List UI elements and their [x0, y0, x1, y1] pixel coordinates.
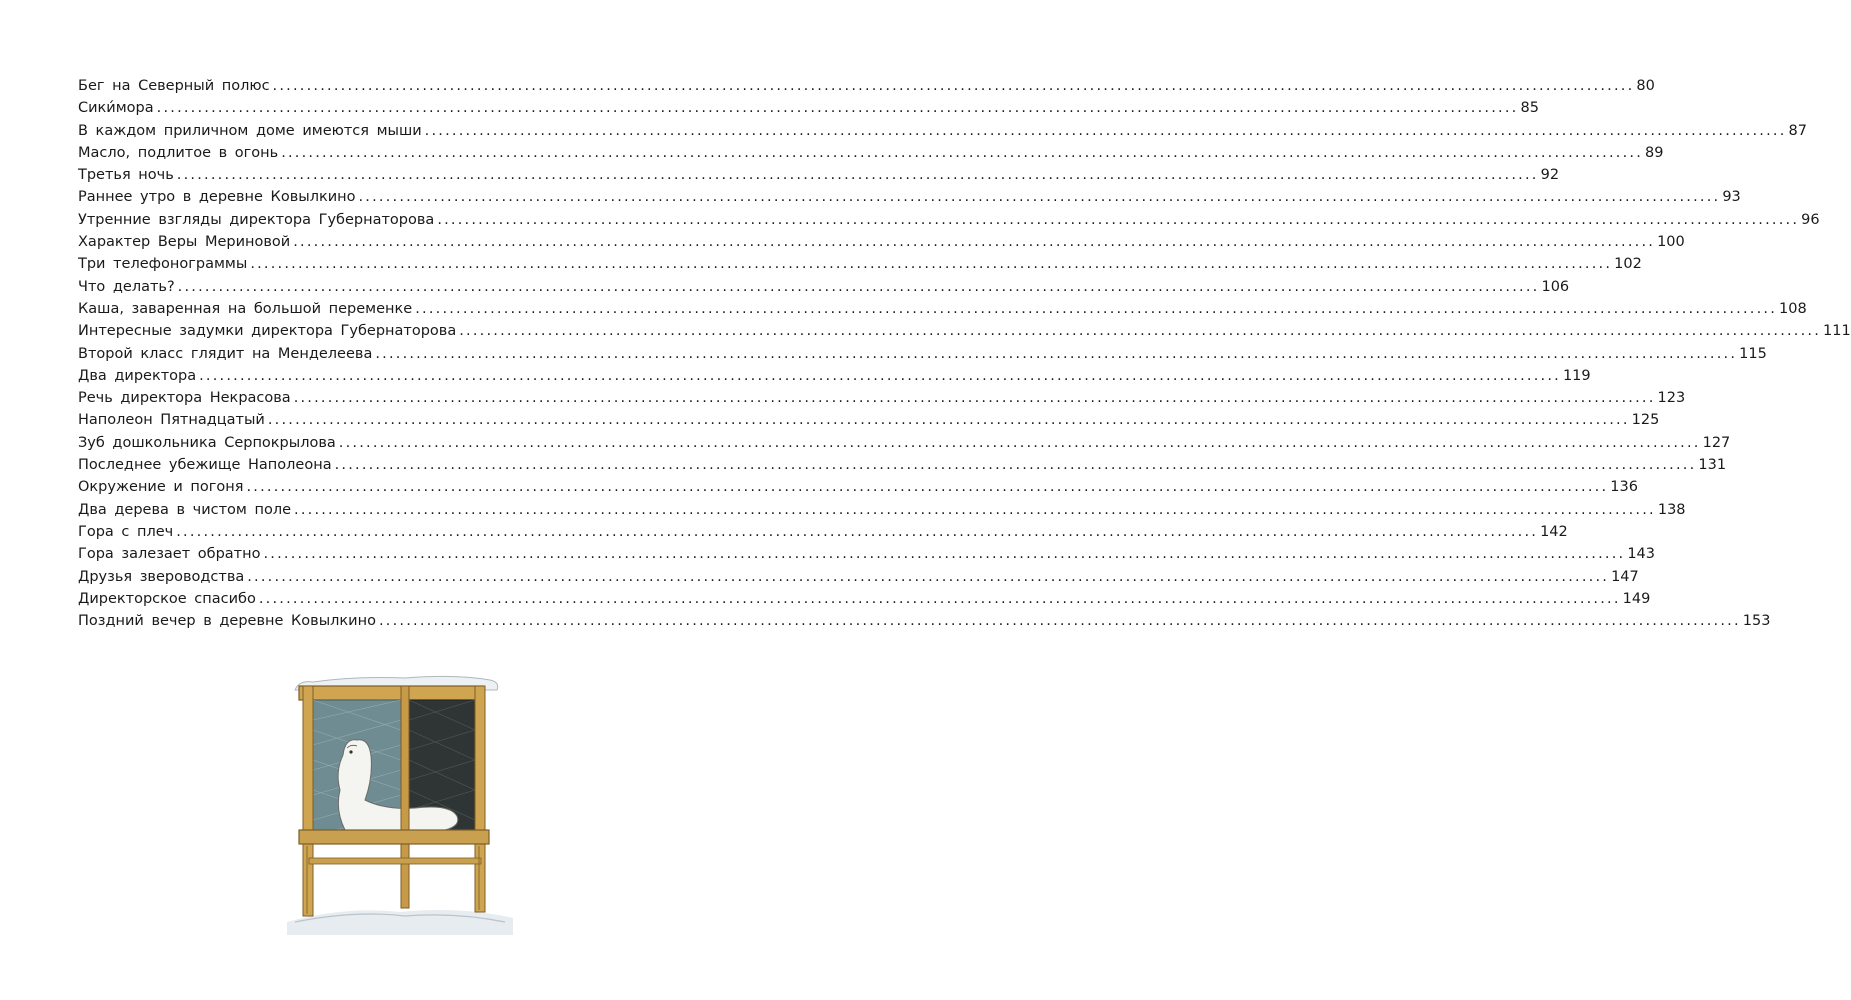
- cage-top-beam: [299, 686, 483, 700]
- toc-leader-dots: ........................................................................................................................................................................................................: [375, 345, 1738, 362]
- toc-entry-page: 80: [1636, 78, 1655, 94]
- toc-entry: [78, 120, 1807, 142]
- toc-entry-title: Последнее убежище Наполеона: [78, 457, 332, 474]
- toc-entry: [78, 231, 1685, 253]
- toc-entry: [78, 365, 1591, 387]
- toc-entry-title: Второй класс глядит на Менделеева: [78, 345, 373, 362]
- toc-entry-title: Бег на Северный полюс: [78, 78, 270, 94]
- toc-leader-dots: ........................................................................................................................................................................................................: [358, 189, 1721, 206]
- toc-entry-title: Раннее утро в деревне Ковылкино: [78, 189, 356, 206]
- toc-entry-page: 147: [1611, 568, 1639, 585]
- cage-right-post: [475, 686, 485, 912]
- toc-entry-title: Характер Веры Мериновой: [78, 234, 291, 251]
- toc-leader-dots: ........................................................................................................................................................................................................: [258, 590, 1621, 607]
- toc-entry: [78, 610, 1771, 632]
- toc-entry-page: 136: [1610, 479, 1638, 496]
- toc-entry-page: 85: [1520, 100, 1539, 117]
- toc-entry: [78, 276, 1570, 298]
- toc-leader-dots: ........................................................................................................................................................................................................: [156, 100, 1519, 117]
- toc-entry-page: 123: [1657, 390, 1686, 407]
- toc-entry-page: 153: [1742, 613, 1771, 630]
- toc-leader-dots: ........................................................................................................................................................................................................: [272, 78, 1635, 94]
- toc-entry: [78, 75, 1655, 97]
- toc-entry-title: Окружение и погоня: [78, 479, 244, 496]
- toc-entry-page: 96: [1801, 211, 1820, 228]
- toc-entry: [78, 566, 1639, 588]
- toc-leader-dots: ........................................................................................................................................................................................................: [437, 211, 1800, 228]
- toc-entry-title: Поздний вечер в деревне Ковылкино: [78, 613, 376, 630]
- toc-entry-page: 131: [1698, 457, 1727, 474]
- toc-entry-title: Зуб дошкольника Серпокрылова: [78, 434, 336, 451]
- toc-leader-dots: ........................................................................................................................................................................................................: [176, 167, 1539, 184]
- toc-entry-page: 138: [1657, 501, 1686, 518]
- toc-entry: [78, 253, 1642, 275]
- toc-entry-page: 87: [1788, 122, 1807, 139]
- toc-entry-title: Два дерева в чистом поле: [78, 501, 292, 518]
- toc-entry-title: Гора с плеч: [78, 523, 174, 540]
- toc-entry: [78, 409, 1660, 431]
- toc-entry: [78, 432, 1731, 454]
- toc-leader-dots: ........................................................................................................................................................................................................: [293, 234, 1656, 251]
- toc-entry-page: 89: [1645, 144, 1664, 161]
- toc-entry-title: Три телефонограммы: [78, 256, 248, 273]
- toc-leader-dots: ........................................................................................................................................................................................................: [378, 613, 1741, 630]
- toc-entry: [78, 343, 1767, 365]
- toc-leader-dots: ........................................................................................................................................................................................................: [281, 144, 1644, 161]
- toc-entry-title: В каждом приличном доме имеются мыши: [78, 122, 422, 139]
- toc-entry-title: Директорское спасибо: [78, 590, 256, 607]
- toc-entry-page: 125: [1631, 412, 1660, 429]
- toc-entry: [78, 209, 1820, 231]
- toc-entry: [78, 476, 1638, 498]
- toc-entry-title: Два директора: [78, 367, 197, 384]
- toc-entry: [78, 97, 1539, 119]
- toc-entry-page: 102: [1614, 256, 1642, 273]
- toc-leader-dots: ........................................................................................................................................................................................................: [338, 434, 1701, 451]
- toc-entry-title: Масло, подлитое в огонь: [78, 144, 279, 161]
- toc-entry: [78, 543, 1655, 565]
- toc-leader-dots: ........................................................................................................................................................................................................: [199, 367, 1561, 384]
- toc-entry: [78, 320, 1851, 342]
- toc-entry-title: Наполеон Пятнадцатый: [78, 412, 265, 429]
- toc-entry-page: 92: [1540, 167, 1560, 184]
- toc-leader-dots: ........................................................................................................................................................................................................: [177, 278, 1540, 295]
- toc-entry-page: 142: [1540, 523, 1568, 540]
- table-of-contents: [78, 75, 1851, 632]
- toc-entry-title: Друзья звероводства: [78, 568, 245, 585]
- toc-entry: [78, 186, 1741, 208]
- cage-center-post: [401, 686, 409, 908]
- toc-leader-dots: ........................................................................................................................................................................................................: [415, 300, 1778, 317]
- toc-entry-page: 115: [1739, 345, 1767, 362]
- toc-entry-title: Интересные задумки директора Губернаторова: [78, 323, 457, 340]
- toc-entry-title: Что делать?: [78, 278, 175, 295]
- toc-leader-dots: ........................................................................................................................................................................................................: [459, 323, 1822, 340]
- toc-entry-title: Сики́мора: [78, 100, 154, 117]
- toc-entry: [78, 588, 1651, 610]
- toc-leader-dots: ........................................................................................................................................................................................................: [293, 390, 1656, 407]
- toc-entry-page: 93: [1722, 189, 1741, 206]
- cage-left-post: [303, 686, 313, 916]
- toc-leader-dots: ........................................................................................................................................................................................................: [247, 568, 1610, 585]
- toc-leader-dots: ........................................................................................................................................................................................................: [294, 501, 1656, 518]
- toc-entry: [78, 164, 1560, 186]
- toc-entry-title: Каша, заваренная на большой переменке: [78, 300, 413, 317]
- toc-entry: [78, 521, 1568, 543]
- toc-entry: [78, 387, 1686, 409]
- toc-entry-page: 108: [1779, 300, 1807, 317]
- toc-entry-page: 143: [1627, 546, 1655, 563]
- toc-leader-dots: ........................................................................................................................................................................................................: [267, 412, 1630, 429]
- toc-entry-title: Речь директора Некрасова: [78, 390, 291, 407]
- snow-ground: [287, 910, 513, 935]
- toc-leader-dots: ........................................................................................................................................................................................................: [250, 256, 1613, 273]
- toc-leader-dots: ........................................................................................................................................................................................................: [263, 546, 1626, 563]
- toc-entry-page: 127: [1702, 434, 1731, 451]
- toc-leader-dots: ........................................................................................................................................................................................................: [334, 457, 1697, 474]
- toc-leader-dots: ........................................................................................................................................................................................................: [424, 122, 1787, 139]
- toc-entry: [78, 454, 1727, 476]
- toc-leader-dots: ........................................................................................................................................................................................................: [176, 523, 1539, 540]
- toc-entry-page: 149: [1622, 590, 1651, 607]
- toc-entry-page: 106: [1541, 278, 1570, 295]
- toc-entry-page: 119: [1562, 367, 1591, 384]
- cage-illustration: [285, 660, 515, 935]
- cage-bottom-beam: [299, 830, 489, 844]
- toc-entry-title: Утренние взгляды директора Губернаторова: [78, 211, 435, 228]
- toc-entry: [78, 499, 1686, 521]
- toc-entry-page: 111: [1823, 323, 1851, 340]
- toc-entry-page: 100: [1657, 234, 1685, 251]
- toc-entry-title: Третья ночь: [78, 167, 174, 184]
- toc-entry: [78, 142, 1664, 164]
- toc-entry: [78, 298, 1807, 320]
- toc-entry-title: Гора залезает обратно: [78, 546, 261, 563]
- toc-leader-dots: ........................................................................................................................................................................................................: [246, 479, 1609, 496]
